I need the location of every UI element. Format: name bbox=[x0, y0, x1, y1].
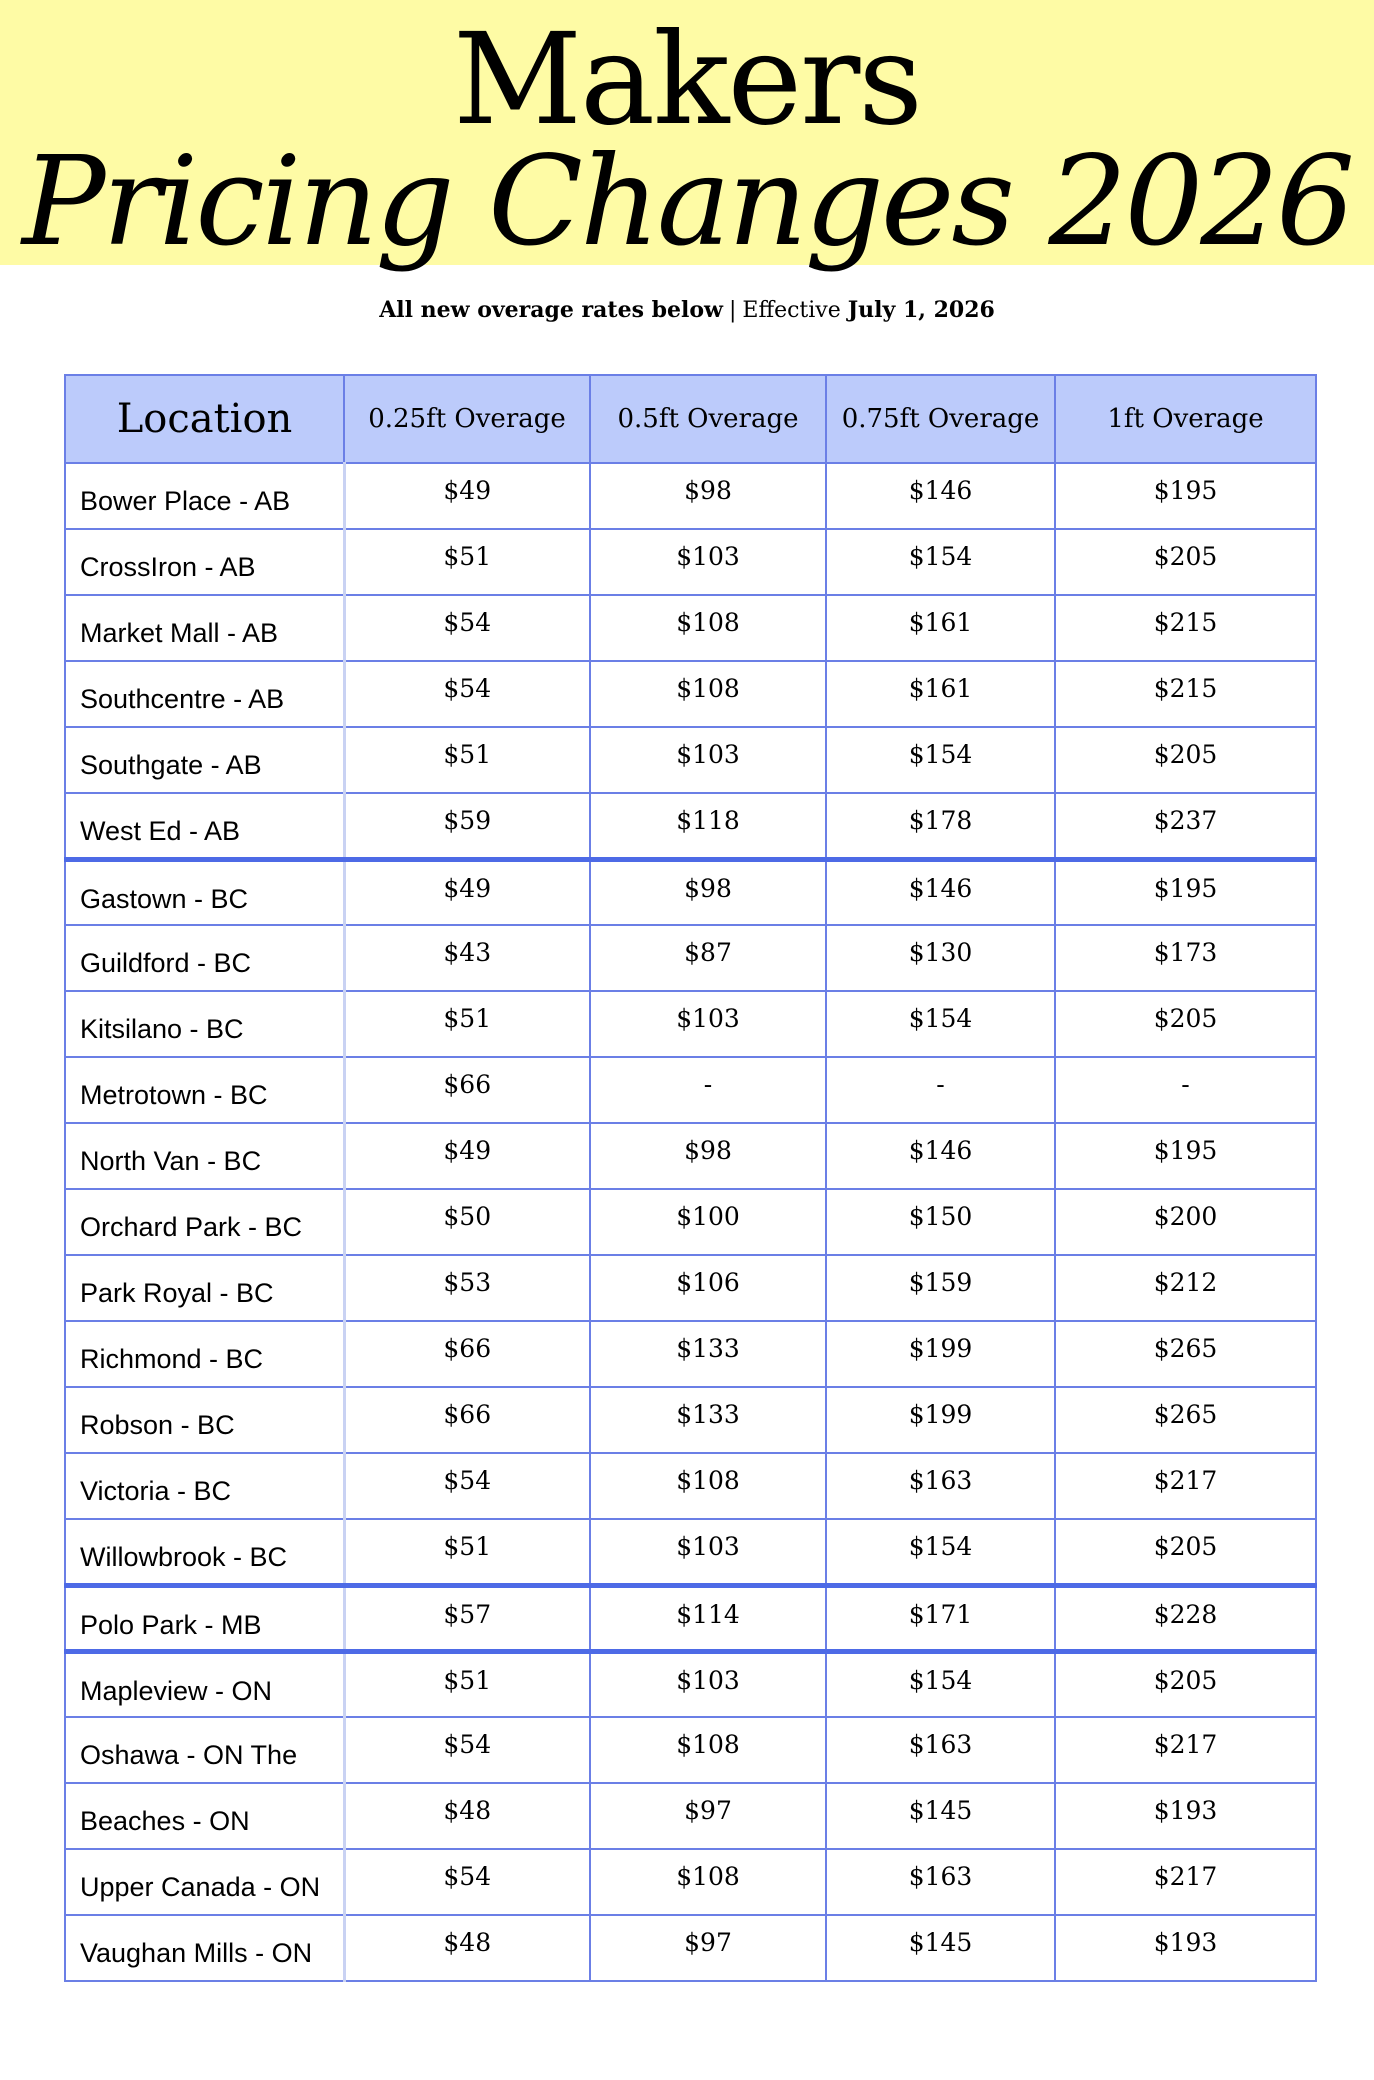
table-row bbox=[65, 595, 1316, 661]
cell-quarter-ft: $66 bbox=[344, 1387, 590, 1453]
table-row bbox=[65, 1915, 1316, 1981]
cell-three-quarter-ft: $161 bbox=[826, 661, 1055, 727]
cell-one-ft: $228 bbox=[1055, 1585, 1316, 1651]
note-lead: All new overage rates below bbox=[379, 297, 723, 323]
cell-half-ft: $98 bbox=[590, 463, 826, 529]
cell-half-ft: $98 bbox=[590, 859, 826, 925]
column-header-one-ft: 1ft Overage bbox=[1055, 375, 1316, 463]
cell-quarter-ft: $54 bbox=[344, 661, 590, 727]
cell-location: Guildford - BC bbox=[65, 925, 344, 991]
effective-date: July 1, 2026 bbox=[847, 297, 995, 323]
table-row bbox=[65, 1717, 1316, 1783]
cell-location: Richmond - BC bbox=[65, 1321, 344, 1387]
cell-half-ft: $103 bbox=[590, 1651, 826, 1717]
cell-one-ft: $212 bbox=[1055, 1255, 1316, 1321]
cell-half-ft: $97 bbox=[590, 1783, 826, 1849]
cell-location: Southgate - AB bbox=[65, 727, 344, 793]
cell-three-quarter-ft: $146 bbox=[826, 859, 1055, 925]
cell-half-ft: $106 bbox=[590, 1255, 826, 1321]
cell-one-ft: $200 bbox=[1055, 1189, 1316, 1255]
cell-one-ft: $265 bbox=[1055, 1387, 1316, 1453]
cell-three-quarter-ft: $154 bbox=[826, 991, 1055, 1057]
table-row bbox=[65, 463, 1316, 529]
cell-one-ft: $193 bbox=[1055, 1915, 1316, 1981]
table-row bbox=[65, 1453, 1316, 1519]
table-body bbox=[65, 463, 1316, 1981]
cell-location: Metrotown - BC bbox=[65, 1057, 344, 1123]
cell-half-ft: $108 bbox=[590, 661, 826, 727]
column-header-three-quarter-ft: 0.75ft Overage bbox=[826, 375, 1055, 463]
table-row bbox=[65, 793, 1316, 859]
table-row bbox=[65, 1585, 1316, 1651]
cell-one-ft: - bbox=[1055, 1057, 1316, 1123]
cell-half-ft: $108 bbox=[590, 595, 826, 661]
column-header-half-ft: 0.5ft Overage bbox=[590, 375, 826, 463]
cell-quarter-ft: $66 bbox=[344, 1057, 590, 1123]
cell-three-quarter-ft: $146 bbox=[826, 1123, 1055, 1189]
cell-three-quarter-ft: $163 bbox=[826, 1453, 1055, 1519]
cell-location: Beaches - ON bbox=[65, 1783, 344, 1849]
cell-three-quarter-ft: $178 bbox=[826, 793, 1055, 859]
cell-location: Victoria - BC bbox=[65, 1453, 344, 1519]
cell-quarter-ft: $51 bbox=[344, 529, 590, 595]
cell-one-ft: $237 bbox=[1055, 793, 1316, 859]
cell-three-quarter-ft: $199 bbox=[826, 1321, 1055, 1387]
cell-quarter-ft: $53 bbox=[344, 1255, 590, 1321]
cell-location: Kitsilano - BC bbox=[65, 991, 344, 1057]
cell-quarter-ft: $51 bbox=[344, 991, 590, 1057]
cell-half-ft: $133 bbox=[590, 1387, 826, 1453]
cell-three-quarter-ft: $199 bbox=[826, 1387, 1055, 1453]
cell-location: Willowbrook - BC bbox=[65, 1519, 344, 1585]
cell-one-ft: $215 bbox=[1055, 661, 1316, 727]
cell-quarter-ft: $49 bbox=[344, 463, 590, 529]
cell-three-quarter-ft: $163 bbox=[826, 1717, 1055, 1783]
cell-quarter-ft: $54 bbox=[344, 1717, 590, 1783]
effective-note bbox=[0, 290, 1374, 331]
title-banner bbox=[0, 0, 1374, 274]
cell-one-ft: $205 bbox=[1055, 727, 1316, 793]
cell-quarter-ft: $49 bbox=[344, 1123, 590, 1189]
table-row bbox=[65, 1123, 1316, 1189]
cell-location: Robson - BC bbox=[65, 1387, 344, 1453]
cell-one-ft: $193 bbox=[1055, 1783, 1316, 1849]
table-row bbox=[65, 1189, 1316, 1255]
cell-half-ft: $103 bbox=[590, 1519, 826, 1585]
cell-quarter-ft: $48 bbox=[344, 1783, 590, 1849]
cell-half-ft: $108 bbox=[590, 1453, 826, 1519]
table-row bbox=[65, 1057, 1316, 1123]
cell-half-ft: $103 bbox=[590, 727, 826, 793]
table-row bbox=[65, 661, 1316, 727]
cell-quarter-ft: $43 bbox=[344, 925, 590, 991]
page-title: Makers bbox=[453, 6, 921, 153]
cell-location: CrossIron - AB bbox=[65, 529, 344, 595]
cell-quarter-ft: $54 bbox=[344, 1849, 590, 1915]
column-header-quarter-ft: 0.25ft Overage bbox=[344, 375, 590, 463]
cell-location: Orchard Park - BC bbox=[65, 1189, 344, 1255]
page-subtitle: Pricing Changes 2026 bbox=[21, 130, 1353, 274]
cell-location: Mapleview - ON bbox=[65, 1651, 344, 1717]
cell-quarter-ft: $54 bbox=[344, 1453, 590, 1519]
cell-half-ft: $133 bbox=[590, 1321, 826, 1387]
cell-one-ft: $217 bbox=[1055, 1849, 1316, 1915]
cell-one-ft: $217 bbox=[1055, 1453, 1316, 1519]
cell-half-ft: $97 bbox=[590, 1915, 826, 1981]
cell-location: Gastown - BC bbox=[65, 859, 344, 925]
cell-quarter-ft: $51 bbox=[344, 1651, 590, 1717]
cell-quarter-ft: $49 bbox=[344, 859, 590, 925]
cell-one-ft: $205 bbox=[1055, 1651, 1316, 1717]
cell-location: Upper Canada - ON bbox=[65, 1849, 344, 1915]
cell-half-ft: $87 bbox=[590, 925, 826, 991]
cell-quarter-ft: $66 bbox=[344, 1321, 590, 1387]
cell-three-quarter-ft: - bbox=[826, 1057, 1055, 1123]
table-row bbox=[65, 529, 1316, 595]
cell-three-quarter-ft: $154 bbox=[826, 727, 1055, 793]
cell-one-ft: $205 bbox=[1055, 529, 1316, 595]
table-header-row bbox=[65, 375, 1316, 463]
cell-half-ft: $108 bbox=[590, 1849, 826, 1915]
cell-location: North Van - BC bbox=[65, 1123, 344, 1189]
cell-quarter-ft: $54 bbox=[344, 595, 590, 661]
cell-one-ft: $195 bbox=[1055, 1123, 1316, 1189]
cell-three-quarter-ft: $130 bbox=[826, 925, 1055, 991]
cell-location: Southcentre - AB bbox=[65, 661, 344, 727]
cell-one-ft: $217 bbox=[1055, 1717, 1316, 1783]
cell-one-ft: $215 bbox=[1055, 595, 1316, 661]
cell-three-quarter-ft: $146 bbox=[826, 463, 1055, 529]
cell-one-ft: $205 bbox=[1055, 1519, 1316, 1585]
cell-half-ft: - bbox=[590, 1057, 826, 1123]
column-header-location: Location bbox=[65, 375, 344, 463]
cell-three-quarter-ft: $154 bbox=[826, 1651, 1055, 1717]
cell-one-ft: $265 bbox=[1055, 1321, 1316, 1387]
table-row bbox=[65, 859, 1316, 925]
cell-half-ft: $98 bbox=[590, 1123, 826, 1189]
note-separator: | bbox=[728, 298, 737, 323]
cell-quarter-ft: $59 bbox=[344, 793, 590, 859]
cell-location: Market Mall - AB bbox=[65, 595, 344, 661]
cell-three-quarter-ft: $145 bbox=[826, 1783, 1055, 1849]
table-row bbox=[65, 1255, 1316, 1321]
cell-half-ft: $108 bbox=[590, 1717, 826, 1783]
cell-location: Oshawa - ON The bbox=[65, 1717, 344, 1783]
table-row bbox=[65, 1783, 1316, 1849]
cell-quarter-ft: $57 bbox=[344, 1585, 590, 1651]
table-row bbox=[65, 925, 1316, 991]
cell-half-ft: $100 bbox=[590, 1189, 826, 1255]
cell-location: Vaughan Mills - ON bbox=[65, 1915, 344, 1981]
cell-quarter-ft: $50 bbox=[344, 1189, 590, 1255]
cell-three-quarter-ft: $154 bbox=[826, 529, 1055, 595]
cell-three-quarter-ft: $159 bbox=[826, 1255, 1055, 1321]
cell-half-ft: $103 bbox=[590, 991, 826, 1057]
cell-three-quarter-ft: $163 bbox=[826, 1849, 1055, 1915]
cell-one-ft: $195 bbox=[1055, 859, 1316, 925]
cell-half-ft: $103 bbox=[590, 529, 826, 595]
cell-half-ft: $114 bbox=[590, 1585, 826, 1651]
cell-three-quarter-ft: $150 bbox=[826, 1189, 1055, 1255]
cell-three-quarter-ft: $154 bbox=[826, 1519, 1055, 1585]
table-row bbox=[65, 1387, 1316, 1453]
cell-location: Park Royal - BC bbox=[65, 1255, 344, 1321]
table-row bbox=[65, 1321, 1316, 1387]
cell-half-ft: $118 bbox=[590, 793, 826, 859]
overage-rates-table bbox=[64, 374, 1317, 1982]
cell-quarter-ft: $51 bbox=[344, 727, 590, 793]
table-row bbox=[65, 1849, 1316, 1915]
table-row bbox=[65, 727, 1316, 793]
effective-label: Effective bbox=[742, 298, 841, 323]
cell-one-ft: $195 bbox=[1055, 463, 1316, 529]
table-row bbox=[65, 991, 1316, 1057]
cell-quarter-ft: $51 bbox=[344, 1519, 590, 1585]
cell-one-ft: $173 bbox=[1055, 925, 1316, 991]
table-row bbox=[65, 1651, 1316, 1717]
cell-location: Bower Place - AB bbox=[65, 463, 344, 529]
cell-location: West Ed - AB bbox=[65, 793, 344, 859]
cell-three-quarter-ft: $171 bbox=[826, 1585, 1055, 1651]
table-row bbox=[65, 1519, 1316, 1585]
cell-quarter-ft: $48 bbox=[344, 1915, 590, 1981]
cell-three-quarter-ft: $161 bbox=[826, 595, 1055, 661]
cell-location: Polo Park - MB bbox=[65, 1585, 344, 1651]
cell-three-quarter-ft: $145 bbox=[826, 1915, 1055, 1981]
cell-one-ft: $205 bbox=[1055, 991, 1316, 1057]
